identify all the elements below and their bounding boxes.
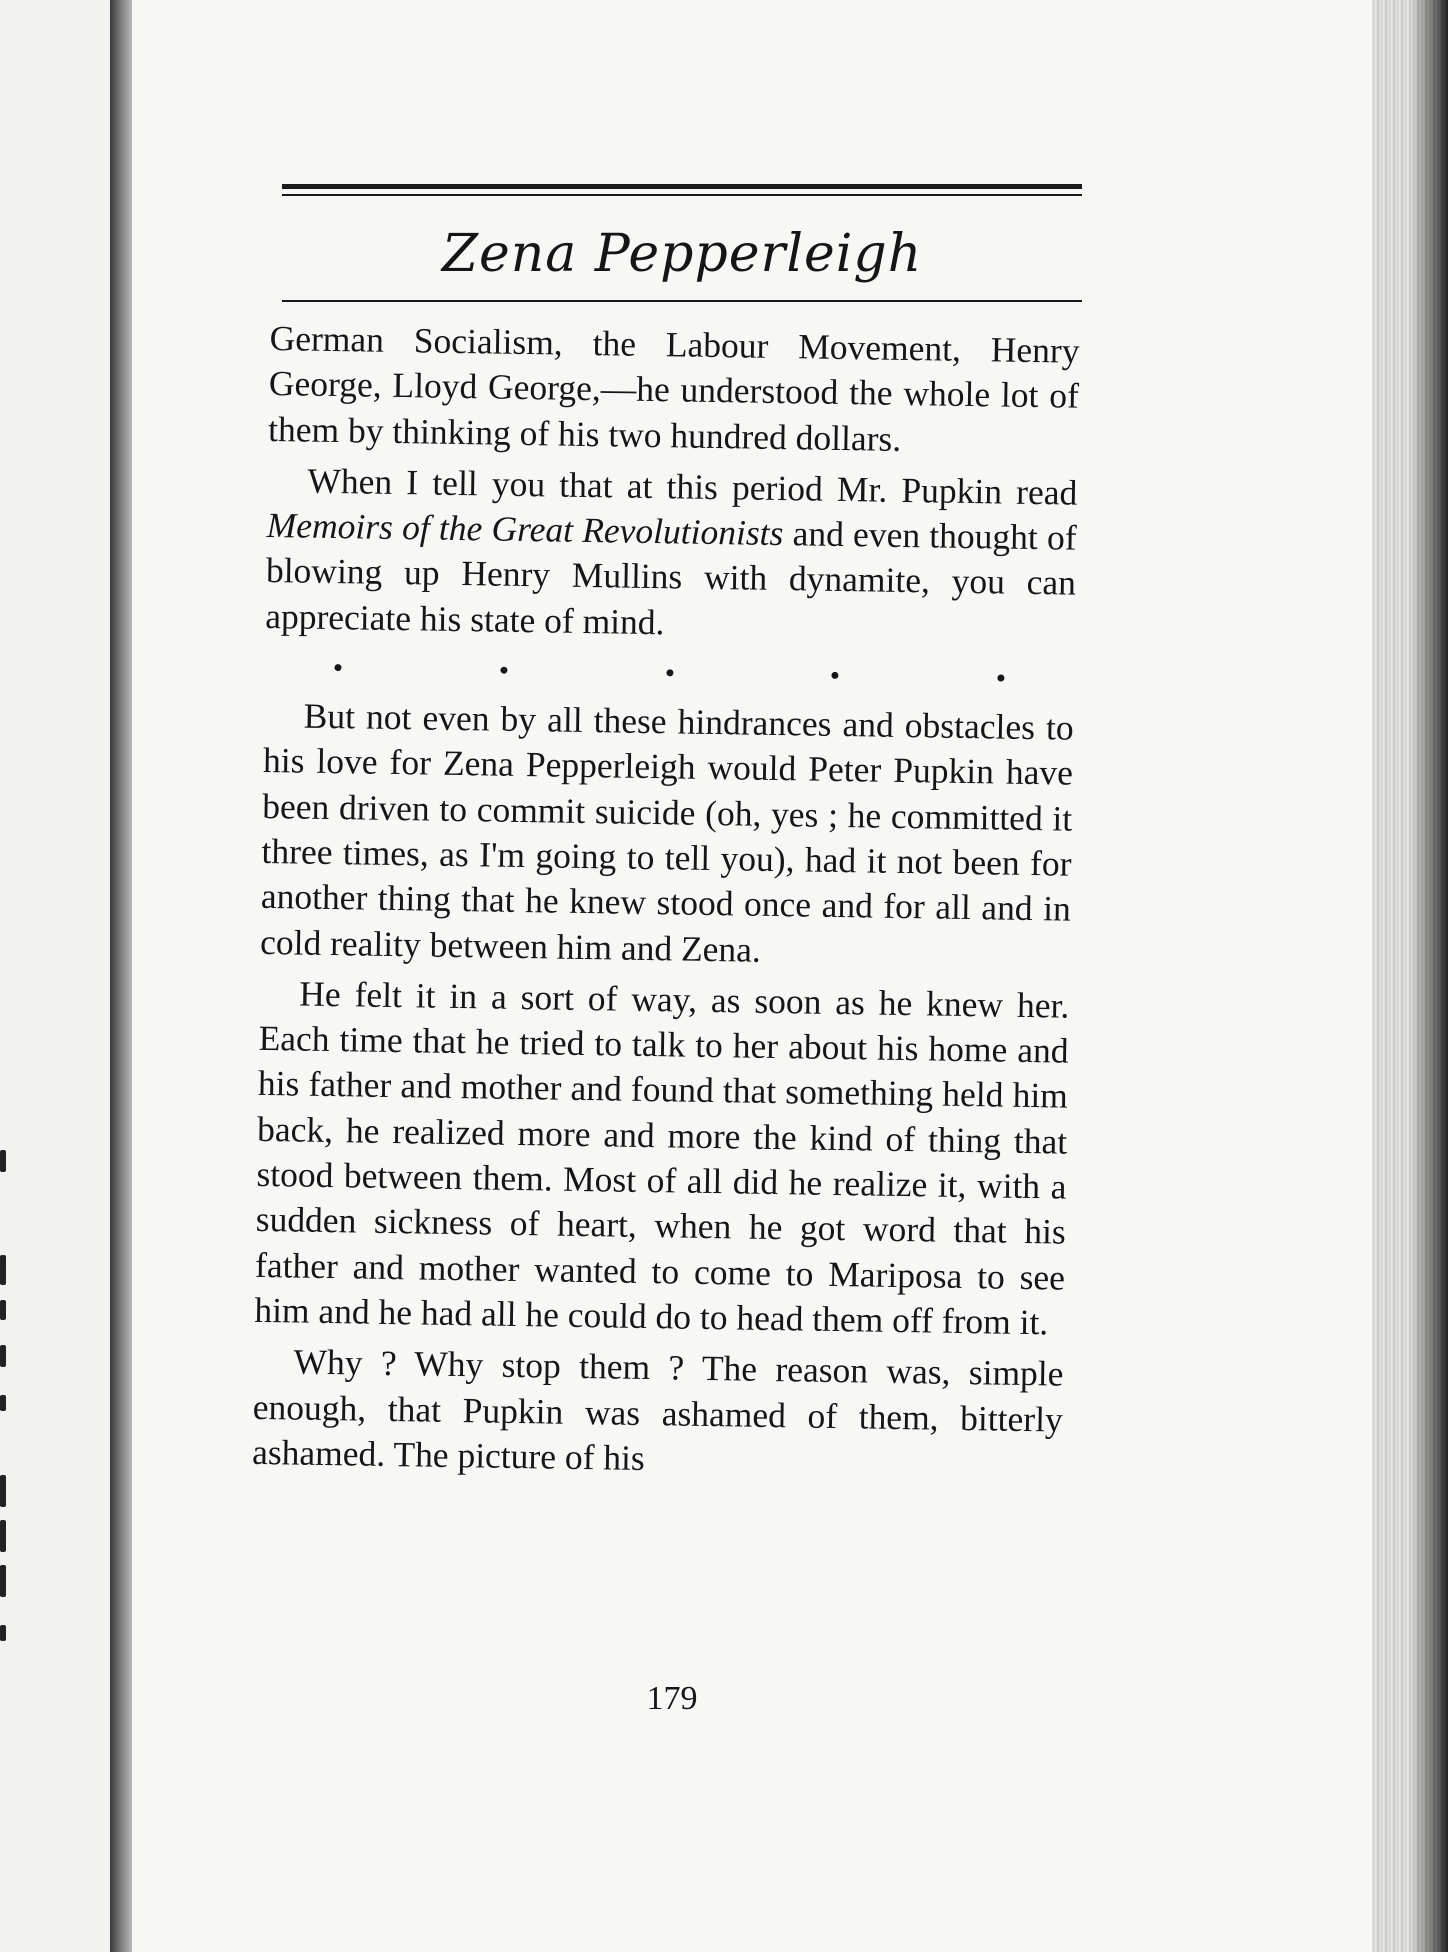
paragraph-5	[252, 1339, 1064, 1488]
header-rule-under	[282, 300, 1082, 302]
section-dot	[500, 667, 507, 674]
paragraph-3	[260, 693, 1074, 977]
text-segment: But not even by all these hindrances and obstacles to his love for Zena Pepperleigh would Peter Pupkin have been driven to commit suicide (oh, yes ; he committed it three times, as I'm going to tell you), had it not been for another thing that he knew stood once and for all and in cold reality between him and Zena.	[259, 695, 1074, 970]
text-segment: When I tell you that at this period Mr. Pupkin read	[307, 460, 1078, 513]
text-segment: Why ? Why stop them ? The reason was, simple enough, that Pupkin was ashamed of them, bitterly ashamed. The picture of his	[251, 1341, 1064, 1478]
text-segment: and even thought of blowing up Henry Mullins with dynamite, you can appreciate his state of mind.	[264, 513, 1077, 643]
section-dot	[334, 664, 341, 671]
page-number: 179	[646, 1680, 698, 1717]
page-edges-shadow	[1412, 0, 1448, 1952]
section-dot	[832, 672, 839, 679]
header-rule-thin	[282, 194, 1082, 196]
book-title-italic: Memoirs of the Great Revolutionists	[266, 505, 784, 554]
section-dot	[666, 669, 673, 676]
section-dot	[997, 675, 1004, 682]
running-head: Zena Pepperleigh	[441, 224, 923, 284]
section-break-dots	[264, 649, 1074, 696]
text-segment: He felt it in a sort of way, as soon as he knew her. Each time that he tried to talk to her about his home and his father and mother and found that something held him back, he realized more and more the kind of thing that stood between them. Most of all did he realize it, with a sudden sickness of heart, when he got word that his father and mother wanted to come to Mariposa to see him and he had all he could do to head them off from it.	[254, 973, 1070, 1343]
paragraph-2	[265, 458, 1078, 652]
paragraph-4	[254, 971, 1070, 1346]
body-text	[252, 316, 1080, 1494]
left-page-sliver	[0, 0, 122, 1952]
text-segment: German Socialism, the Labour Movement, Henry George, Lloyd George,—he understood the whole lot of them by thinking of his two hundred dollars.	[267, 317, 1080, 459]
paragraph-1	[268, 316, 1080, 465]
header-rule-thick	[282, 184, 1082, 189]
